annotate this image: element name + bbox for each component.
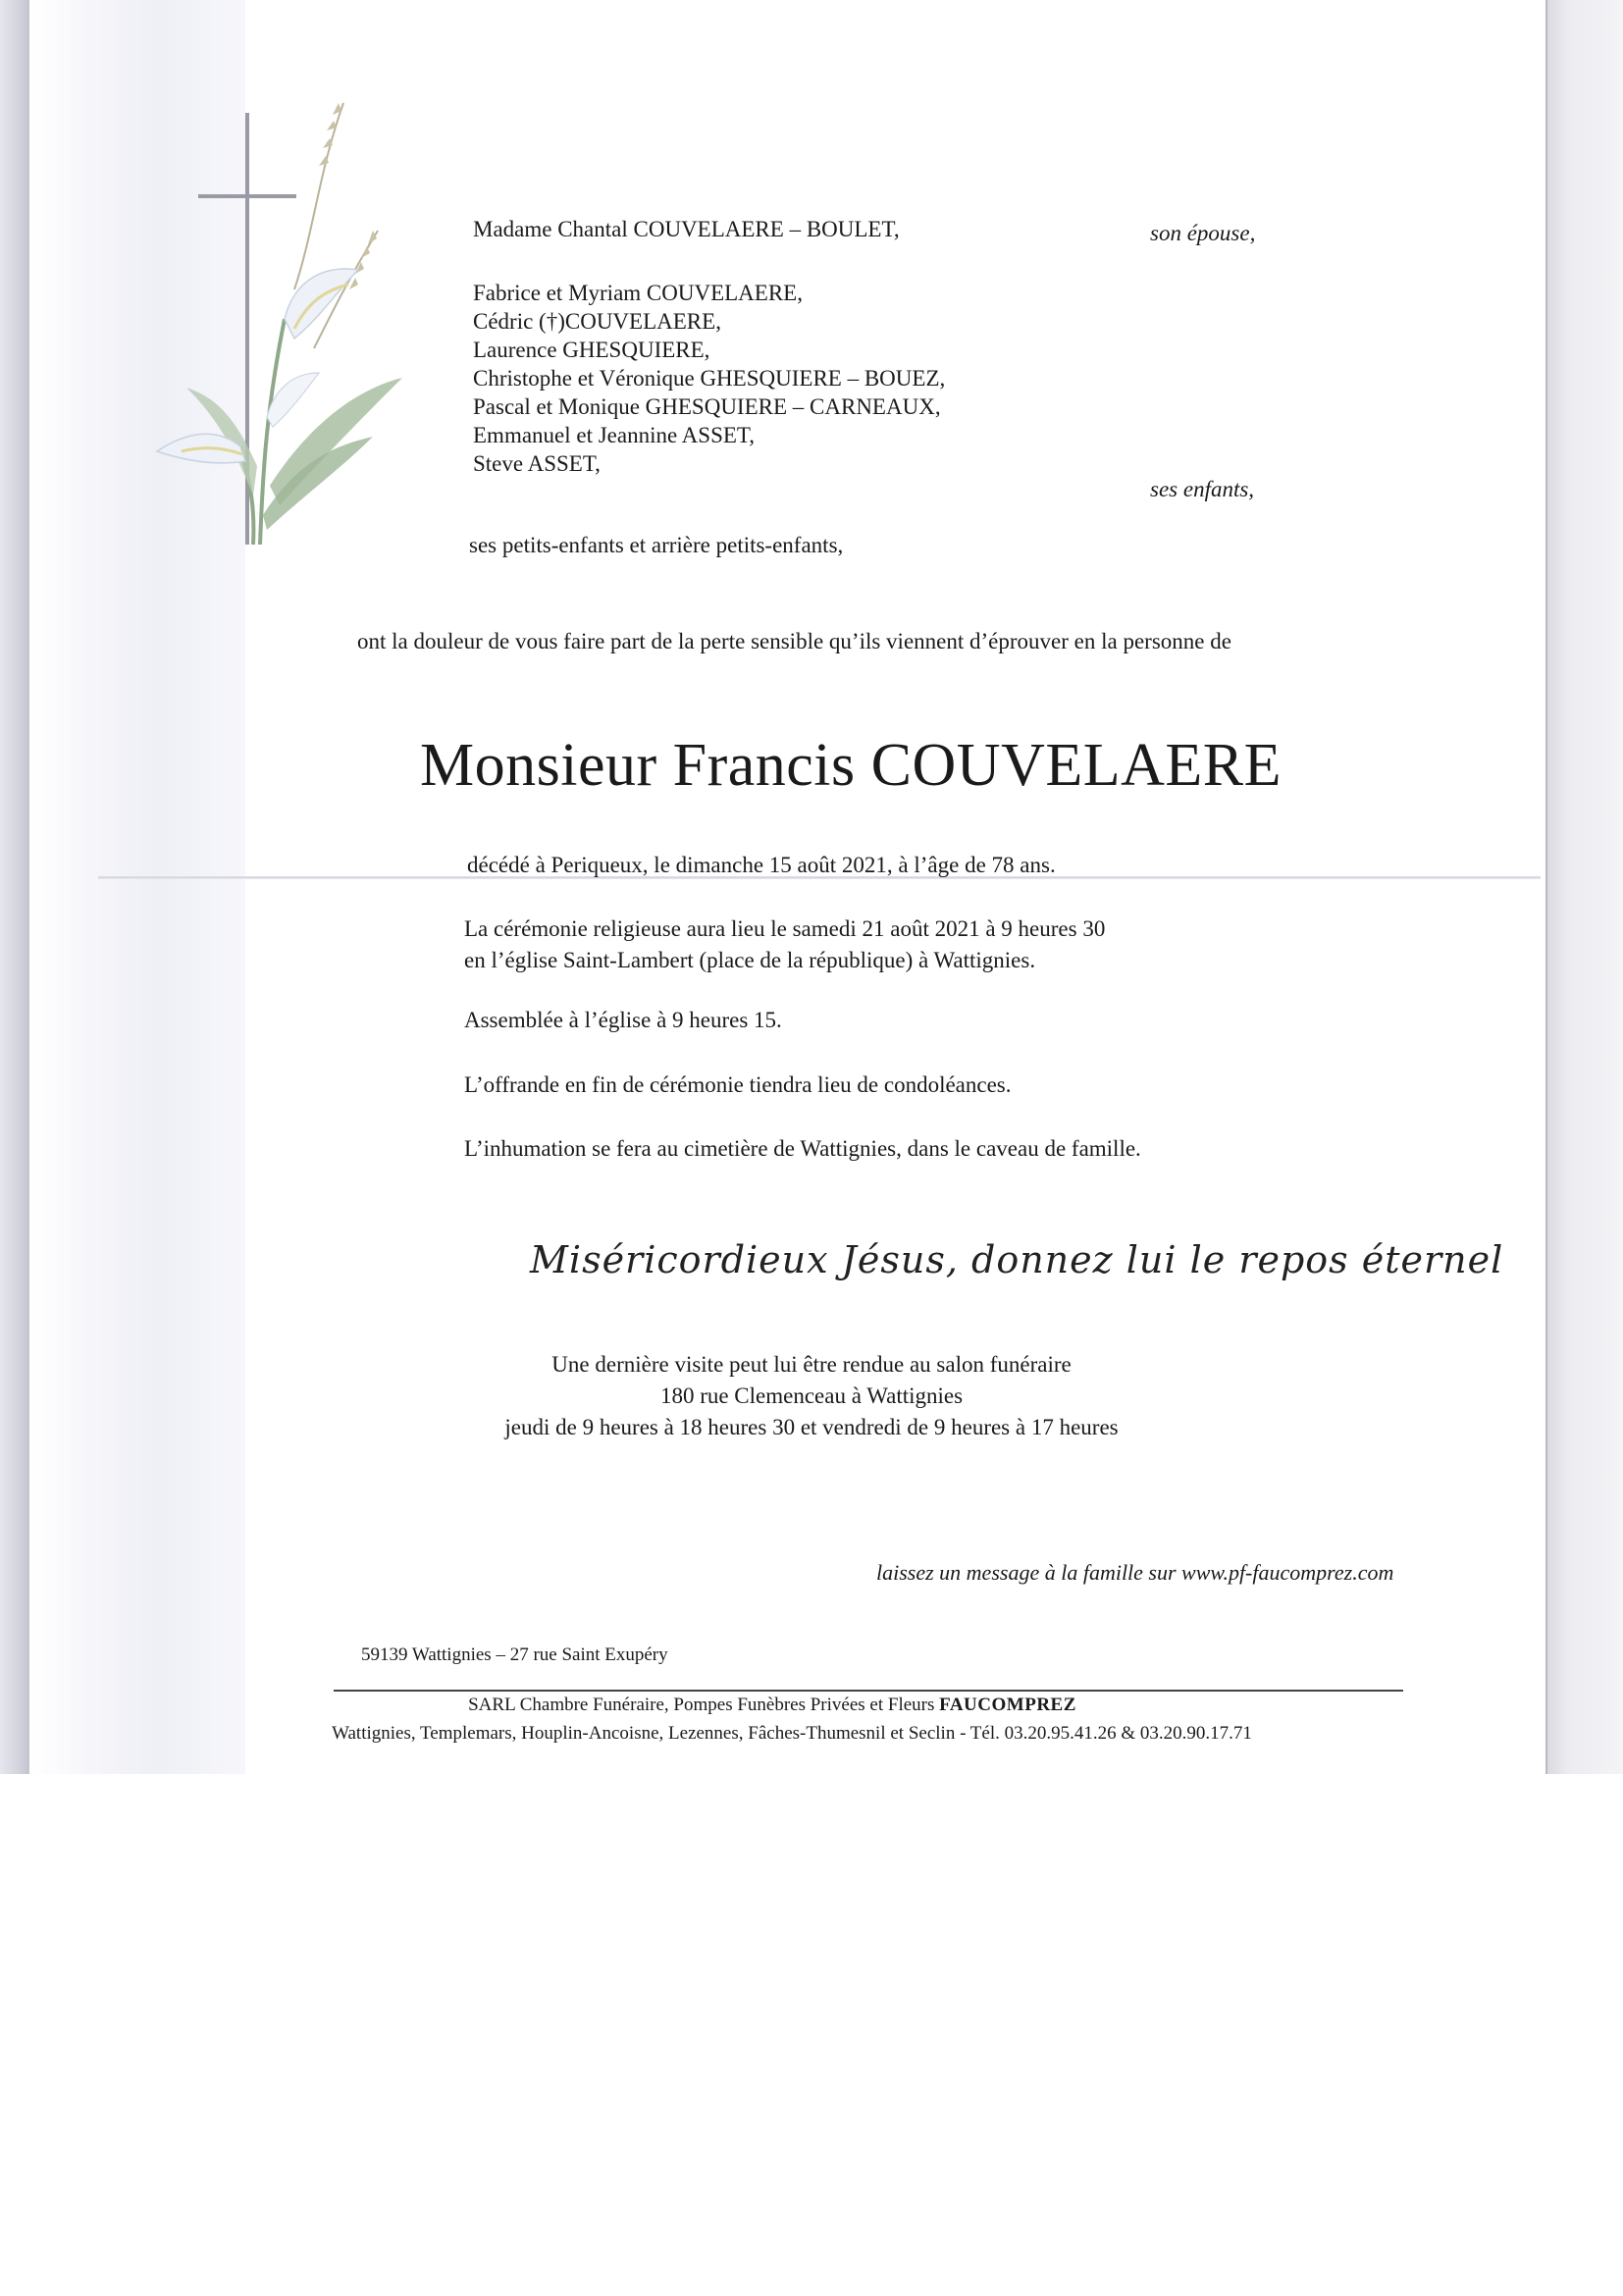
cross-lily-decoration: [147, 93, 412, 545]
footer-locations: Wattignies, Templemars, Houplin-Ancoisne, Lezennes, Fâches-Thumesnil et Seclin - Tél. 03.20.95.41.26 & 03.20.90.17.71: [332, 1723, 1252, 1744]
footer-address: 59139 Wattignies – 27 rue Saint Exupéry: [361, 1644, 668, 1665]
spouse-name: Madame Chantal COUVELAERE – BOULET,: [473, 217, 900, 241]
child-entry: Laurence GHESQUIERE,: [473, 338, 710, 362]
ceremony-line-1: La cérémonie religieuse aura lieu le samedi 21 août 2021 à 9 heures 30: [464, 916, 1106, 941]
child-entry: Pascal et Monique GHESQUIERE – CARNEAUX,: [473, 394, 941, 419]
visit-line-3: jeudi de 9 heures à 18 heures 30 et vendredi de 9 heures à 17 heures: [504, 1415, 1119, 1439]
footer-company: [0, 1695, 1584, 1716]
offering-info: L’offrande en fin de cérémonie tiendra lieu de condoléances.: [464, 1072, 1012, 1097]
child-entry: Cédric (†)COUVELAERE,: [473, 309, 721, 334]
footer-company-prefix: SARL Chambre Funéraire, Pompes Funèbres Privées et Fleurs: [468, 1695, 935, 1715]
death-info: décédé à Periqueux, le dimanche 15 août 2021, à l’âge de 78 ans.: [467, 853, 1056, 877]
assembly-info: Assemblée à l’église à 9 heures 15.: [464, 1008, 782, 1032]
scan-edge-left: [0, 0, 29, 1774]
footer-divider: [334, 1690, 1403, 1692]
footer-company-name: FAUCOMPREZ: [939, 1695, 1076, 1715]
ceremony-line-2: en l’église Saint-Lambert (place de la république) à Wattignies.: [464, 948, 1036, 972]
grandchildren-line: ses petits-enfants et arrière petits-enfants,: [469, 533, 844, 557]
burial-info: L’inhumation se fera au cimetière de Wattignies, dans le caveau de famille.: [464, 1136, 1141, 1161]
children-role: ses enfants,: [1150, 477, 1255, 501]
child-entry: Emmanuel et Jeannine ASSET,: [473, 423, 756, 447]
website-message: laissez un message à la famille sur www.pf-faucomprez.com: [876, 1560, 1394, 1585]
scan-edge-right: [1545, 0, 1623, 1774]
visit-line-1: Une dernière visite peut lui être rendue au salon funéraire: [551, 1352, 1072, 1377]
visit-line-2: 180 rue Clemenceau à Wattignies: [659, 1383, 964, 1408]
child-entry: Christophe et Véronique GHESQUIERE – BOUEZ,: [473, 366, 946, 391]
prayer-line: Miséricordieux Jésus, donnez lui le repos éternel: [530, 1238, 1504, 1281]
spouse-role: son épouse,: [1150, 221, 1256, 245]
child-entry: Steve ASSET,: [473, 451, 601, 476]
deceased-name: Monsieur Francis COUVELAERE: [420, 732, 1282, 799]
child-entry: Fabrice et Myriam COUVELAERE,: [473, 281, 803, 305]
announcement-intro: ont la douleur de vous faire part de la perte sensible qu’ils viennent d’éprouver en la personne de: [357, 629, 1231, 653]
